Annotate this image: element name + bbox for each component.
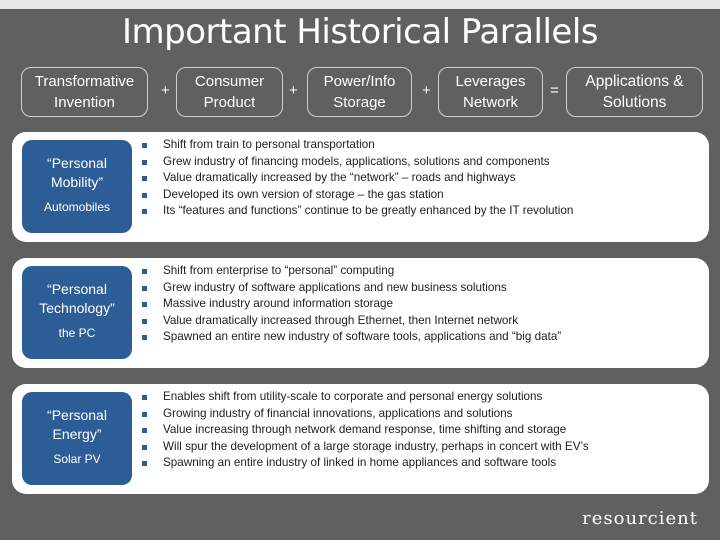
category-label: “Personal Technology” — [39, 281, 115, 316]
bullet-square-icon — [142, 412, 147, 417]
bullet-item: Value dramatically increased through Ethernet, then Internet network — [142, 313, 561, 330]
category-box — [22, 392, 132, 485]
parallel-panel-mobility — [12, 132, 709, 242]
bullet-square-icon — [142, 176, 147, 181]
parallel-panel-technology — [12, 258, 709, 368]
category-example: Solar PV — [53, 452, 101, 466]
bullet-square-icon — [142, 143, 147, 148]
plus-operator: + — [161, 82, 170, 99]
bullet-list — [142, 137, 573, 220]
bullet-square-icon — [142, 428, 147, 433]
category-label: “Personal Energy” — [47, 407, 107, 442]
bullet-item: Spawned an entire new industry of software tools, applications and “big data” — [142, 329, 561, 346]
bullet-item: Developed its own version of storage – the gas station — [142, 187, 573, 204]
equals-operator: = — [550, 82, 559, 99]
bullet-item: Value increasing through network demand response, time shifting and storage — [142, 422, 589, 439]
category-label: “Personal Mobility” — [47, 155, 107, 190]
bullet-item: Value dramatically increased by the “network” – roads and highways — [142, 170, 573, 187]
category-box — [22, 266, 132, 359]
header-box-applications-solutions: Applications & Solutions — [566, 67, 703, 117]
bullet-item: Enables shift from utility-scale to corporate and personal energy solutions — [142, 389, 589, 406]
bullet-square-icon — [142, 160, 147, 165]
bullet-item: Shift from train to personal transportation — [142, 137, 573, 154]
top-bar — [0, 0, 720, 9]
header-box-transformative-invention: Transformative Invention — [21, 67, 148, 117]
bullet-item: Massive industry around information storage — [142, 296, 561, 313]
parallel-panel-energy — [12, 384, 709, 494]
company-logo: resourcient — [582, 508, 698, 529]
bullet-square-icon — [142, 445, 147, 450]
bullet-square-icon — [142, 461, 147, 466]
bullet-square-icon — [142, 335, 147, 340]
bullet-square-icon — [142, 193, 147, 198]
bullet-list — [142, 263, 561, 346]
bullet-item: Will spur the development of a large storage industry, perhaps in concert with EV’s — [142, 439, 589, 456]
bullet-square-icon — [142, 209, 147, 214]
header-box-consumer-product: Consumer Product — [176, 67, 283, 117]
header-box-power-info-storage: Power/Info Storage — [307, 67, 412, 117]
header-box-leverages-network: Leverages Network — [438, 67, 543, 117]
plus-operator: + — [289, 82, 298, 99]
page-title: Important Historical Parallels — [121, 12, 599, 52]
category-example: the PC — [58, 326, 96, 340]
bullet-list — [142, 389, 589, 472]
bullet-item: Grew industry of software applications and new business solutions — [142, 280, 561, 297]
bullet-item: Shift from enterprise to “personal” computing — [142, 263, 561, 280]
bullet-item: Growing industry of financial innovations, applications and solutions — [142, 406, 589, 423]
plus-operator: + — [422, 82, 431, 99]
bullet-square-icon — [142, 269, 147, 274]
bullet-square-icon — [142, 286, 147, 291]
bullet-item: Grew industry of financing models, applications, solutions and components — [142, 154, 573, 171]
bullet-item: Its “features and functions” continue to be greatly enhanced by the IT revolution — [142, 203, 573, 220]
category-box — [22, 140, 132, 233]
bullet-item: Spawning an entire industry of linked in home appliances and software tools — [142, 455, 589, 472]
bullet-square-icon — [142, 302, 147, 307]
category-example: Automobiles — [43, 200, 111, 214]
bullet-square-icon — [142, 395, 147, 400]
bullet-square-icon — [142, 319, 147, 324]
